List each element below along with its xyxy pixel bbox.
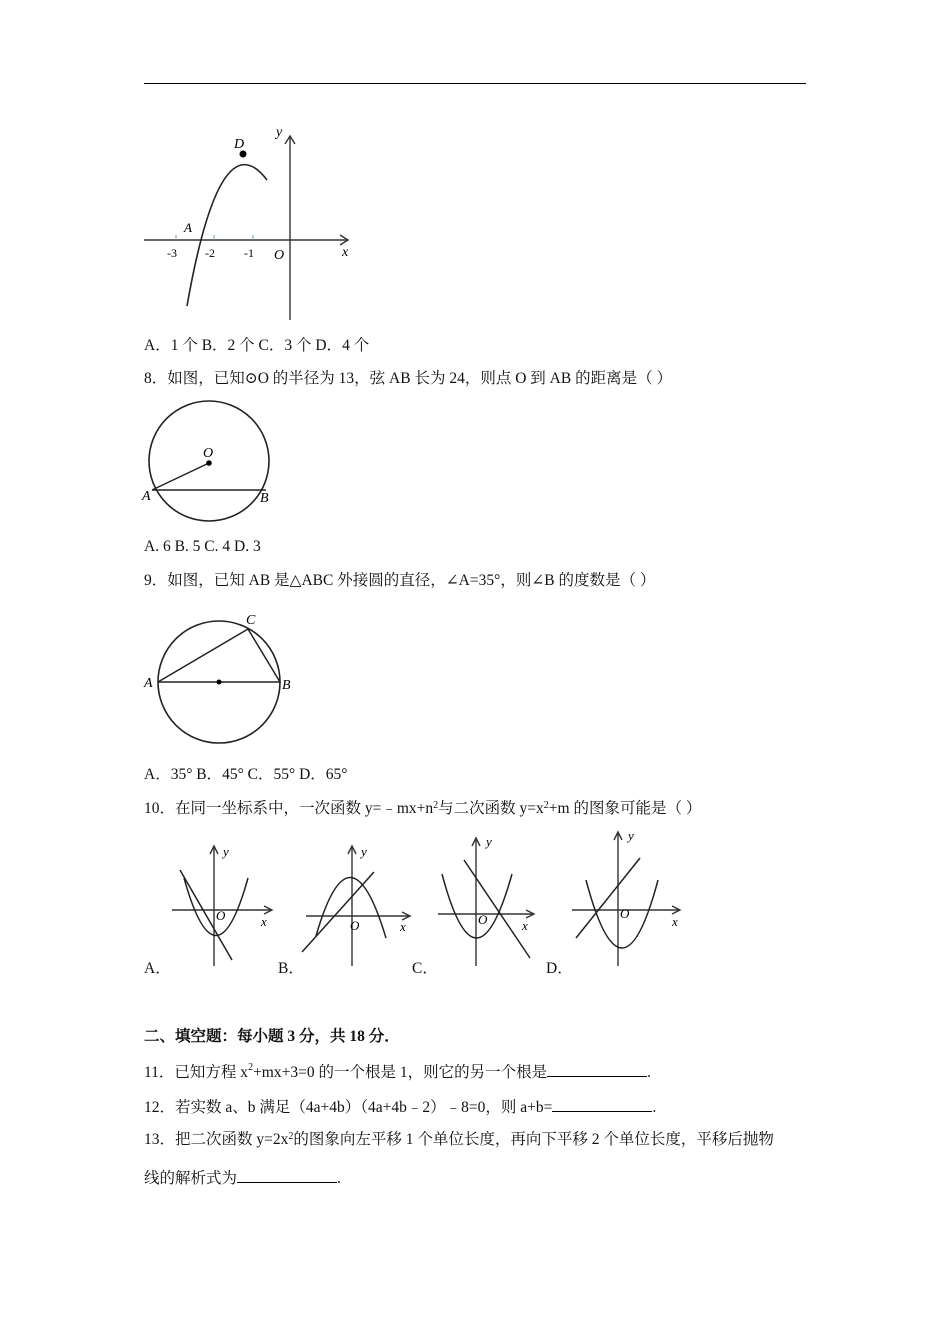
q10-text-before: 10．在同一坐标系中，一次函数 y=﹣mx+n xyxy=(144,800,434,817)
q11-text-before: 11．已知方程 x xyxy=(144,1064,249,1081)
q9-question: 9．如图，已知 AB 是△ABC 外接圆的直径，∠A=35°，则∠B 的度数是（ ） xyxy=(144,572,656,589)
q8-label-A: A xyxy=(142,489,151,504)
q10D-O: O xyxy=(620,906,630,921)
q13-question-line1 xyxy=(144,1130,774,1150)
q10-choice-B-label: B． xyxy=(278,960,304,977)
q10-text-mid: 与二次函数 y=x xyxy=(438,800,544,817)
q12-question xyxy=(144,1096,656,1118)
q10-choice-D-label: D． xyxy=(546,960,573,977)
q13-answer-blank[interactable] xyxy=(237,1167,337,1183)
q11-tail: . xyxy=(647,1064,651,1081)
q10D-x: x xyxy=(672,914,678,929)
q9-label-B: B xyxy=(282,678,291,693)
q10B-y: y xyxy=(361,844,367,859)
q10B-O: O xyxy=(350,918,360,933)
q10-graph-D xyxy=(568,826,686,968)
q8-options: A. 6 B. 5 C. 4 D. 3 xyxy=(144,538,261,555)
q9-circle-figure xyxy=(140,605,300,745)
q13-line2: 线的解析式为 xyxy=(144,1170,238,1187)
q9-label-C: C xyxy=(246,613,256,628)
q7-label-A: A xyxy=(184,220,192,235)
q10C-y: y xyxy=(486,834,492,849)
q12-tail: . xyxy=(652,1099,657,1116)
q13-sup: 2 xyxy=(288,1131,294,1142)
q10A-x: x xyxy=(261,914,267,929)
q7-options: A．1 个 B．2 个 C．3 个 D．4 个 xyxy=(144,337,370,354)
q7-label-D: D xyxy=(234,137,245,152)
q10C-O: O xyxy=(478,912,488,927)
q10-graph-B xyxy=(302,838,416,968)
q7-tick-m2: -2 xyxy=(205,246,215,260)
q9-label-A: A xyxy=(144,676,153,691)
q10-text-after: +m 的图象可能是（ ） xyxy=(548,800,702,817)
q11-text-after: +mx+3=0 的一个根是 1，则它的另一个根是 xyxy=(253,1064,548,1081)
q10-graph-A xyxy=(168,838,280,968)
q12-text: 12．若实数 a、b 满足（4a+4b）（4a+4b﹣2）﹣8=0，则 a+b= xyxy=(144,1099,553,1116)
q10-sup1: 2 xyxy=(433,800,439,811)
q10-choice-C-label: C． xyxy=(412,960,438,977)
q12-answer-blank[interactable] xyxy=(552,1096,652,1112)
q11-answer-blank[interactable] xyxy=(547,1061,647,1077)
q11-question xyxy=(144,1061,651,1083)
q10A-y: y xyxy=(223,844,229,859)
q7-label-O: O xyxy=(274,248,285,263)
q8-label-O: O xyxy=(203,446,214,461)
q7-label-x: x xyxy=(342,245,349,260)
q13-question-line2 xyxy=(144,1167,341,1189)
q11-sup: 2 xyxy=(248,1062,254,1073)
section-2-heading: 二、填空题：每小题 3 分，共 18 分． xyxy=(144,1028,400,1045)
q7-tick-m3: -3 xyxy=(167,246,177,260)
q10A-O: O xyxy=(216,908,226,923)
q8-circle-figure xyxy=(140,400,285,525)
q10B-x: x xyxy=(400,919,406,934)
q10C-x: x xyxy=(522,918,528,933)
q13-tail: . xyxy=(337,1170,341,1187)
q8-label-B: B xyxy=(260,491,269,506)
q10-graph-C xyxy=(434,832,544,968)
q8-question: 8．如图，已知⊙O 的半径为 13，弦 AB 长为 24，则点 O 到 AB 的距离是（ ） xyxy=(144,370,672,387)
header-rule xyxy=(144,83,806,84)
q13-line1-after: 的图象向左平移 1 个单位长度，再向下平移 2 个单位长度，平移后抛物 xyxy=(293,1131,774,1148)
q7-parabola-graph xyxy=(140,118,360,323)
q10-choice-A-label: A． xyxy=(144,960,171,977)
q10D-y: y xyxy=(628,828,634,843)
q7-label-y: y xyxy=(276,125,283,140)
q10-sup2: 2 xyxy=(543,800,549,811)
q7-tick-m1: -1 xyxy=(244,246,254,260)
q10-question xyxy=(144,799,701,819)
q9-options: A．35° B．45° C．55° D．65° xyxy=(144,766,348,783)
q13-line1-before: 13．把二次函数 y=2x xyxy=(144,1131,289,1148)
